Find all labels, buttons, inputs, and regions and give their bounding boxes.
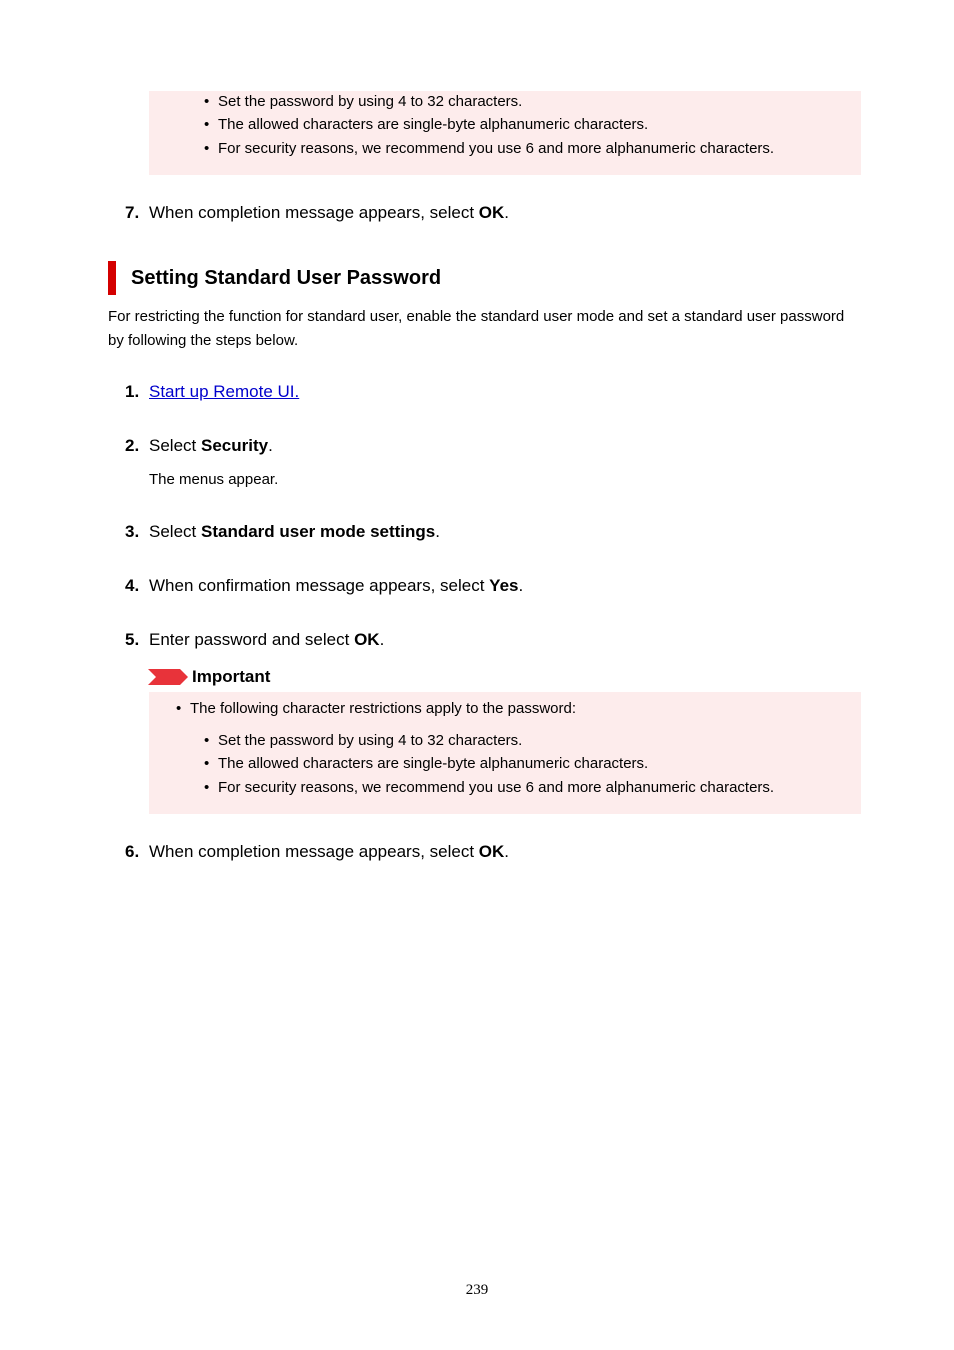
important-item-3: • For security reasons, we recommend you use 6 and more alphanumeric characters. [204,779,775,796]
step-5: 5. Enter password and select OK. [125,630,385,649]
step-number: 1. [125,382,140,401]
step-7: 7. When completion message appears, select OK. [125,203,510,222]
important-item-2: • The allowed characters are single-byte alphanumeric characters. [204,755,649,772]
bullet-icon: • [204,732,210,749]
top-note-item-1: • Set the password by using 4 to 32 characters. [204,93,523,110]
step-number: 2. [125,436,140,455]
page-number: 239 [465,1282,489,1298]
step-4: 4. When confirmation message appears, select Yes. [125,576,524,595]
important-lead: • The following character restrictions apply to the password: [176,700,577,717]
section-intro: For restricting the function for standard user, enable the standard user mode and set a standard user password by following the steps below. [108,308,845,349]
bullet-icon: • [204,755,210,772]
bullet-icon: • [204,140,210,157]
step-number: 6. [125,842,140,861]
step-2: 2. Select Security. [125,436,273,455]
bullet-icon: • [176,700,182,717]
step-number: 3. [125,522,140,541]
section-title: Setting Standard User Password [131,267,442,289]
step-6: 6. When completion message appears, select OK. [125,842,510,861]
important-item-1: • Set the password by using 4 to 32 characters. [204,732,523,749]
start-remote-ui-link[interactable]: Start up Remote UI. [149,382,300,401]
top-note-item-2: • The allowed characters are single-byte alphanumeric characters. [204,116,649,133]
important-arrows-icon [148,669,188,685]
top-note-item-3: • For security reasons, we recommend you use 6 and more alphanumeric characters. [204,140,775,157]
step-1 [125,382,300,402]
heading-accent-bar [108,261,116,295]
step-2-note: The menus appear. [149,471,279,488]
bullet-icon: • [204,93,210,110]
bullet-icon: • [204,116,210,133]
step-number: 7. [125,203,140,222]
step-number: 5. [125,630,140,649]
step-number: 4. [125,576,140,595]
important-label: Important [192,667,271,686]
step-3: 3. Select Standard user mode settings. [125,522,440,541]
bullet-icon: • [204,779,210,796]
